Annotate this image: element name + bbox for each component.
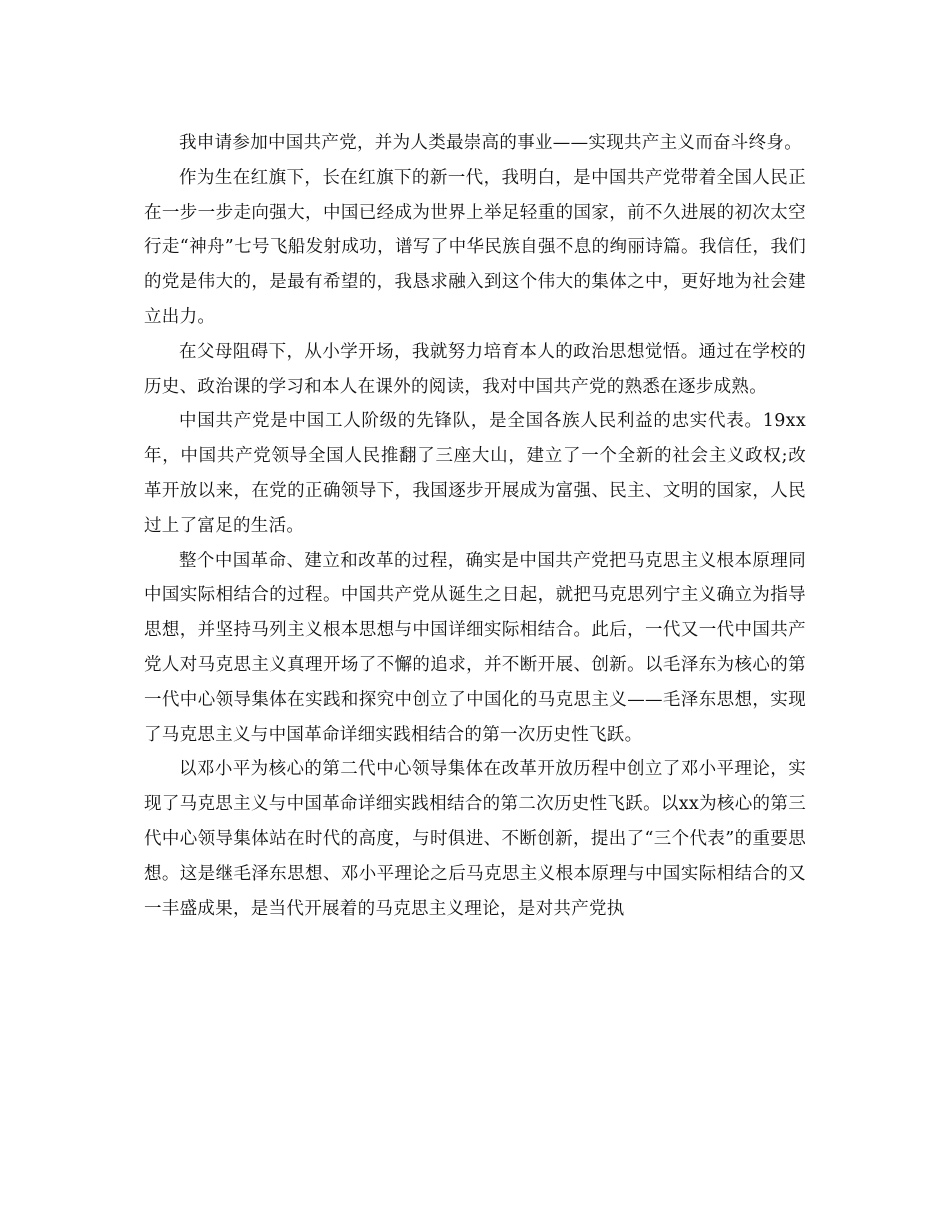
paragraph-5: 整个中国革命、建立和改革的过程，确实是中国共产党把马克思主义根本原理同中国实际相结合的过程。中国共产党从诞生之日起，就把马克思列宁主义确立为指导思想，并坚持马列主义根本思想与中国详细实际相结合。此后，一代又一代中国共产党人对马克思主义真理开场了不懈的追求，并不断开展、创新。以毛泽东为核心的第一代中心领导集体在实践和探究中创立了中国化的马克思主义——毛泽东思想，实现了马克思主义与中国革命详细实践相结合的第一次历史性飞跃。 (144, 550, 806, 745)
paragraph-3: 在父母阻碍下，从小学开场，我就努力培育本人的政治思想觉悟。通过在学校的历史、政治课的学习和本人在课外的阅读，我对中国共产党的熟悉在逐步成熟。 (144, 341, 806, 397)
paragraph-6: 以邓小平为核心的第二代中心领导集体在改革开放历程中创立了邓小平理论，实现了马克思主义与中国革命详细实践相结合的第二次历史性飞跃。以xx为核心的第三代中心领导集体站在时代的高度，与时俱进、不断创新，提出了“三个代表”的重要思想。这是继毛泽东思想、邓小平理论之后马克思主义根本原理与中国实际相结合的又一丰盛成果，是当代开展着的马克思主义理论，是对共产党执 (144, 759, 806, 919)
paragraph-1: 我申请参加中国共产党，并为人类最崇高的事业——实现共产主义而奋斗终身。 (179, 133, 802, 153)
document-body (144, 126, 806, 926)
paragraph-4: 中国共产党是中国工人阶级的先锋队，是全国各族人民利益的忠实代表。19xx年，中国共产党领导全国人民推翻了三座大山，建立了一个全新的社会主义政权;改革开放以来，在党的正确领导下，我国逐步开展成为富强、民主、文明的国家，人民过上了富足的生活。 (144, 411, 806, 536)
paragraph-2: 作为生在红旗下，长在红旗下的新一代，我明白，是中国共产党带着全国人民正在一步一步走向强大，中国已经成为世界上举足轻重的国家，前不久进展的初次太空行走“神舟”七号飞船发射成功，谱写了中华民族自强不息的绚丽诗篇。我信任，我们的党是伟大的，是最有希望的，我恳求融入到这个伟大的集体之中，更好地为社会建立出力。 (144, 167, 806, 327)
